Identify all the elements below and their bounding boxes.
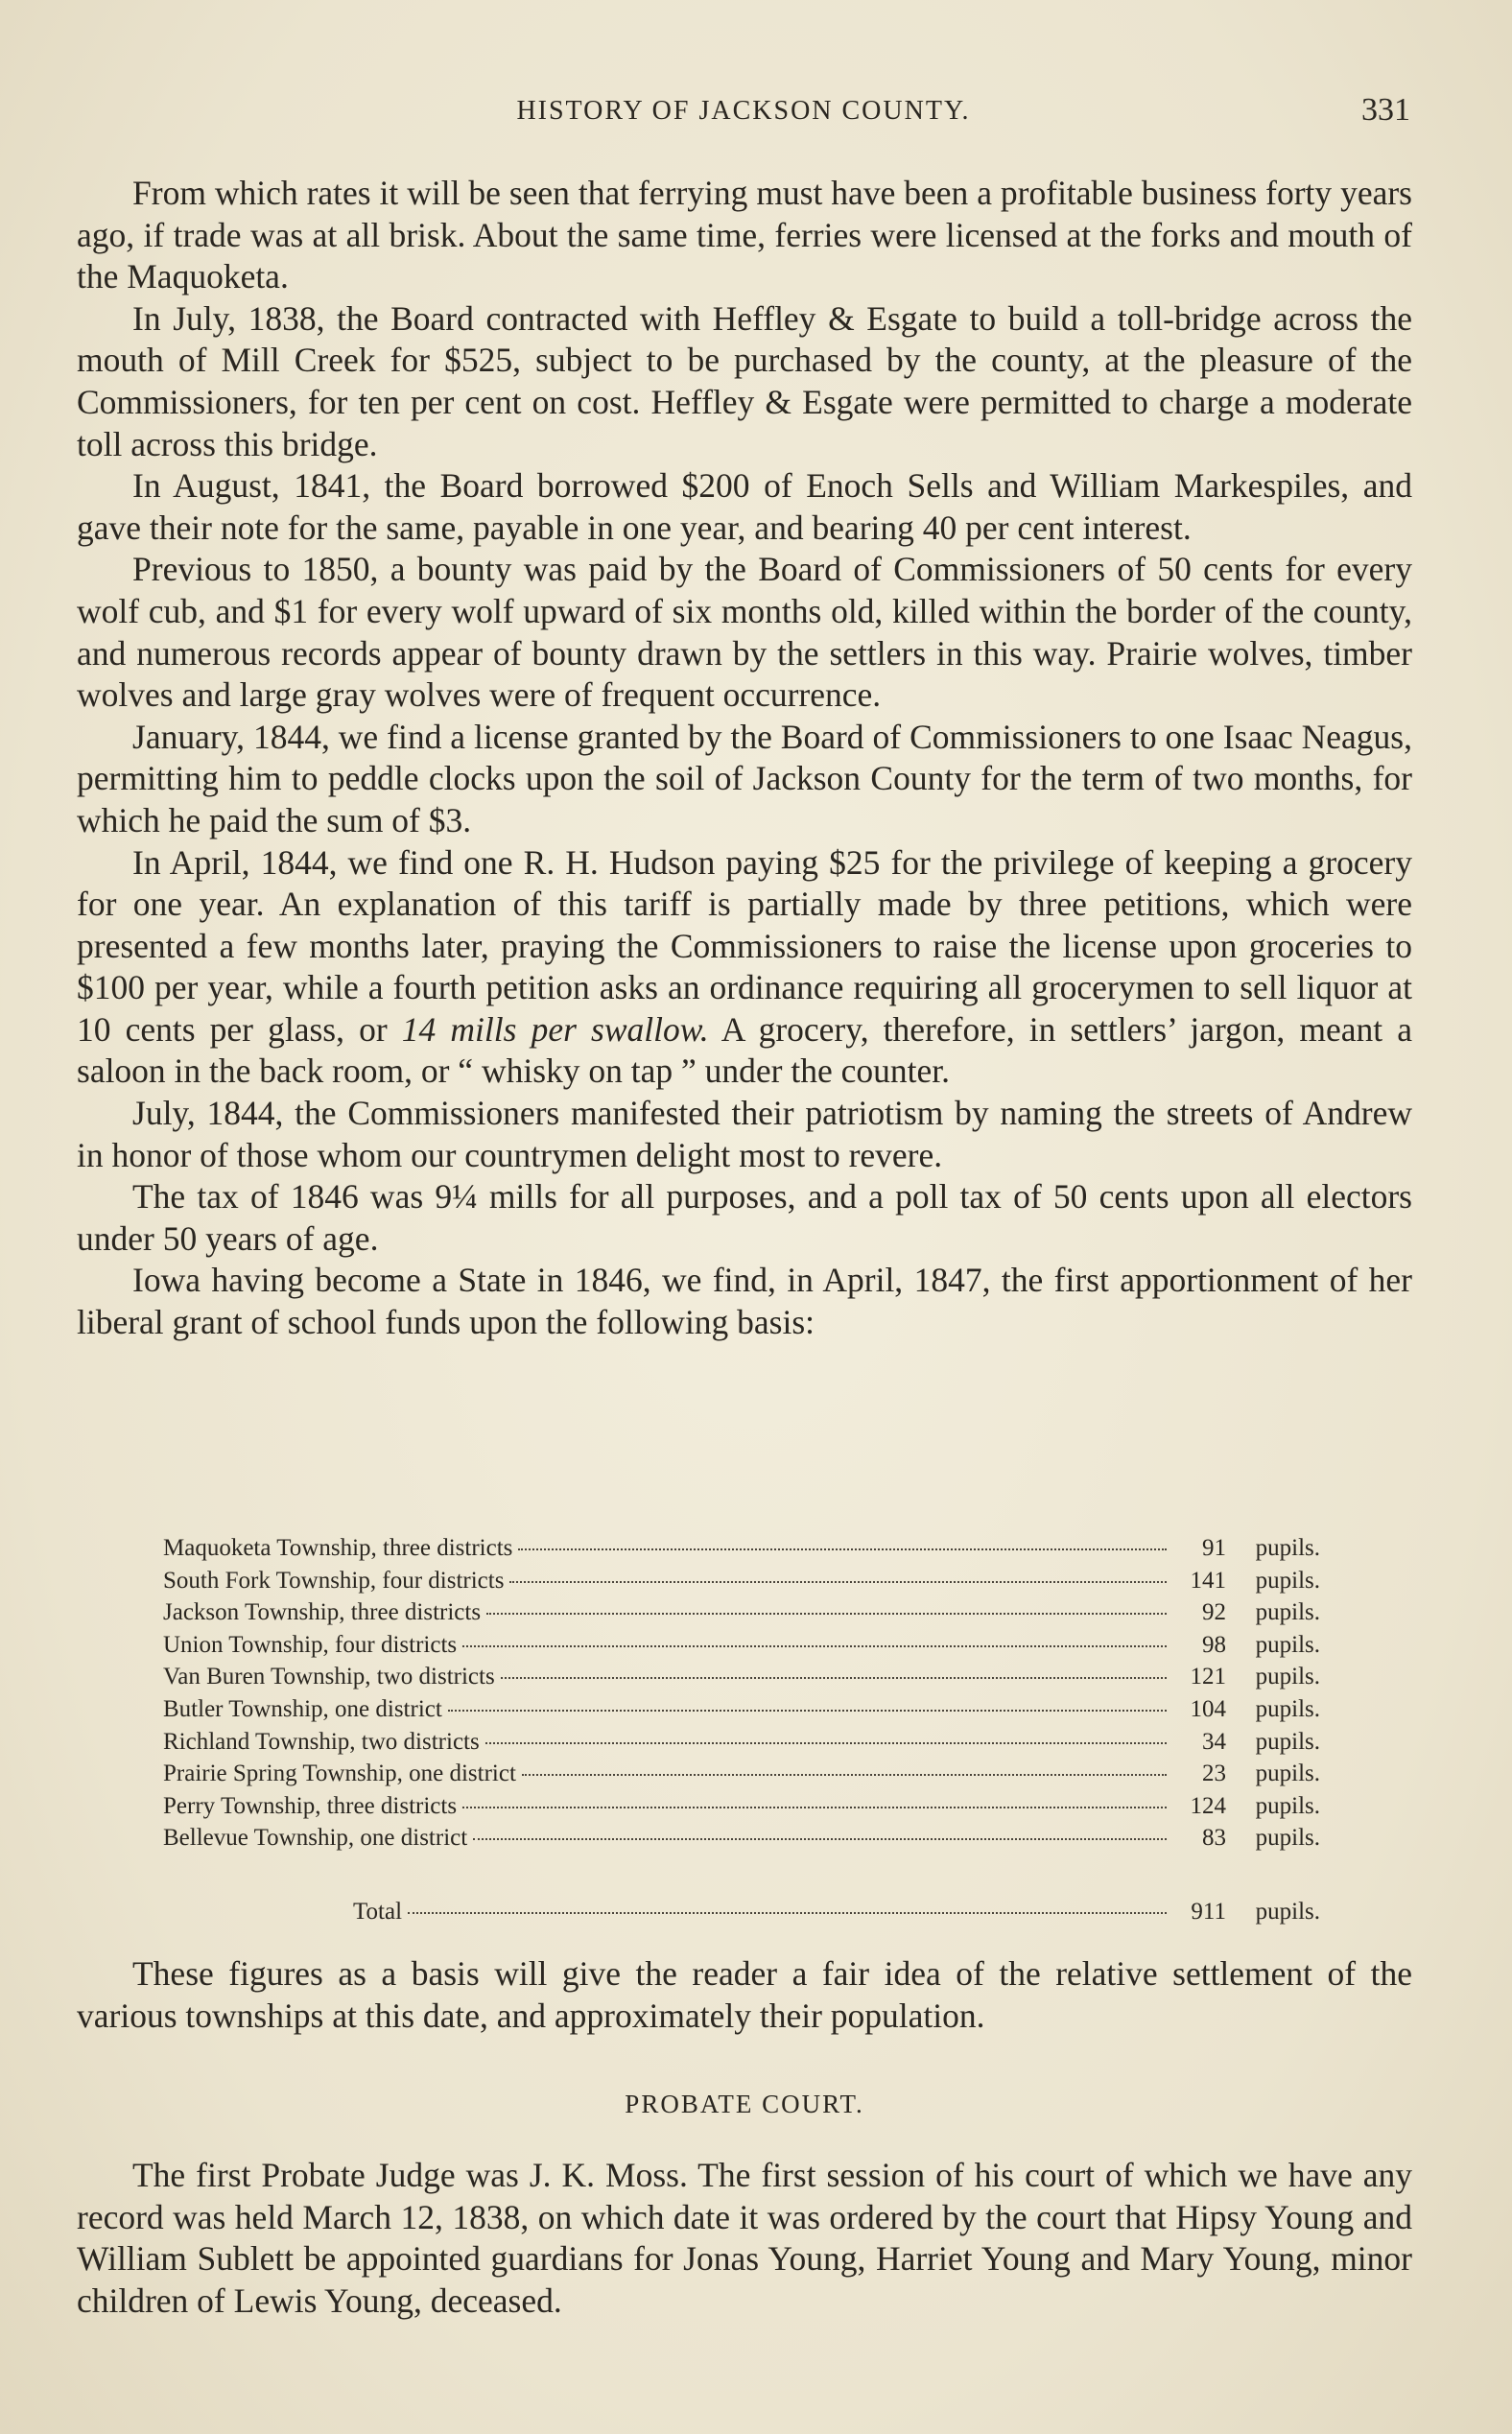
- paragraph-ferrying: From which rates it will be seen that ferrying must have been a profitable business forty years ago, if trade was at all brisk. About the same time, ferries were licensed at the forks and mouth of the Maquoketa.: [77, 174, 1412, 296]
- pupil-unit: pupils.: [1255, 1535, 1320, 1561]
- total-label: Total: [353, 1899, 403, 1925]
- grocery-text-after: A grocery, therefore, in settlers’ jargon, meant a saloon in the back room, or “ whisky on tap ” under the counter.: [77, 1009, 1412, 1091]
- paragraph-clock-license: January, 1844, we find a license granted by the Board of Commissioners to one Isaac Neagus, permitting him to peddle clocks upon the soil of Jackson County for the term of two months, for which he paid the sum of $3.: [77, 717, 1412, 839]
- township-name: South Fork Township, four districts: [163, 1567, 505, 1594]
- dot-leader: [522, 1774, 1167, 1776]
- table-row: [163, 1535, 1320, 1568]
- table-row: [163, 1696, 1320, 1729]
- table-row-total: [353, 1899, 1320, 1931]
- total-row: [353, 1899, 1320, 1931]
- dot-leader: [462, 1807, 1167, 1808]
- pupil-unit: pupils.: [1255, 1761, 1320, 1787]
- pupil-count: 141: [1190, 1567, 1226, 1594]
- table-row: [163, 1729, 1320, 1761]
- paragraph-grocery: [77, 842, 1412, 1094]
- table-row: [163, 1568, 1320, 1600]
- township-name: Van Buren Township, two districts: [163, 1664, 495, 1690]
- paragraph-borrowed: In August, 1841, the Board borrowed $200 of Enoch Sells and William Markespiles, and gave their note for the same, payable in one year, and bearing 40 per cent interest.: [77, 466, 1412, 547]
- table-row: [163, 1761, 1320, 1793]
- township-name: Richland Township, two districts: [163, 1728, 480, 1755]
- pupil-count: 98: [1202, 1631, 1226, 1658]
- paragraph-toll-bridge: In July, 1838, the Board contracted with Heffley & Esgate to build a toll-bridge across the mouth of Mill Creek for $525, subject to be purchased by the county, at the pleasure of the Commissioners, for ten per cent on cost. Heffley & Esgate were permitted to charge a moderate toll across this bridge.: [77, 298, 1412, 463]
- pupil-unit: pupils.: [1255, 1825, 1320, 1852]
- township-name: Maquoketa Township, three districts: [163, 1535, 513, 1561]
- table-row: [163, 1599, 1320, 1632]
- dot-leader: [485, 1742, 1167, 1744]
- pupil-count: 23: [1202, 1761, 1226, 1787]
- total-count: 911: [1191, 1899, 1226, 1925]
- pupil-count: 92: [1202, 1599, 1226, 1626]
- dot-leader: [473, 1838, 1167, 1840]
- pupil-count: 124: [1190, 1792, 1226, 1819]
- total-unit: pupils.: [1255, 1899, 1320, 1925]
- table-row: [163, 1664, 1320, 1696]
- township-name: Prairie Spring Township, one district: [163, 1761, 516, 1787]
- pupil-unit: pupils.: [1255, 1599, 1320, 1626]
- paragraph-settlement: These figures as a basis will give the reader a fair idea of the relative settlement of the various townships at this date, and approximately their population.: [77, 1954, 1412, 2035]
- paragraph-probate-judge: The first Probate Judge was J. K. Moss. The first session of his court of which we have any record was held March 12, 1838, on which date it was ordered by the court that Hipsy Young and William Sublett be appointed guardians for Jonas Young, Harriet Young and Mary Young, minor children of Lewis Young, deceased.: [77, 2156, 1412, 2320]
- pupil-count: 104: [1190, 1695, 1226, 1722]
- pupil-unit: pupils.: [1255, 1664, 1320, 1690]
- pupil-unit: pupils.: [1255, 1728, 1320, 1755]
- pupil-count: 121: [1190, 1664, 1226, 1690]
- paragraph-school-funds: Iowa having become a State in 1846, we find, in April, 1847, the first apportionment of her liberal grant of school funds upon the following basis:: [77, 1261, 1412, 1342]
- running-title: HISTORY OF JACKSON COUNTY.: [516, 96, 971, 126]
- dot-leader: [448, 1710, 1167, 1712]
- table-row: [163, 1825, 1320, 1857]
- township-name: Bellevue Township, one district: [163, 1825, 468, 1852]
- pupil-unit: pupils.: [1255, 1631, 1320, 1658]
- section-heading: PROBATE COURT.: [625, 2090, 864, 2118]
- after-table-text: [77, 1953, 1412, 2037]
- dot-leader: [462, 1645, 1167, 1647]
- dot-leader: [518, 1548, 1167, 1550]
- page-number: 331: [1361, 92, 1410, 128]
- table-row: [163, 1632, 1320, 1665]
- grocery-text-italic: 14 mills per swallow.: [401, 1009, 709, 1049]
- paragraph-tax: The tax of 1846 was 9¼ mills for all purposes, and a poll tax of 50 cents upon all electors under 50 years of age.: [77, 1177, 1412, 1258]
- pupil-count: 34: [1202, 1728, 1226, 1755]
- township-name: Jackson Township, three districts: [163, 1599, 482, 1626]
- township-name: Union Township, four districts: [163, 1631, 458, 1658]
- township-name: Perry Township, three districts: [163, 1792, 458, 1819]
- dot-leader: [408, 1912, 1167, 1914]
- pupil-count: 83: [1202, 1825, 1226, 1852]
- dot-leader: [509, 1581, 1167, 1583]
- body-text: [77, 173, 1412, 1344]
- final-text: [77, 2155, 1412, 2322]
- dot-leader: [486, 1613, 1167, 1615]
- apportionment-table: [163, 1535, 1320, 1857]
- paragraph-wolf-bounty: Previous to 1850, a bounty was paid by the Board of Commissioners of 50 cents for every wolf cub, and $1 for every wolf upward of six months old, killed within the border of the county, and numerous records appear of bounty drawn by the settlers in this way. Prairie wolves, timber wolves and large gray wolves were of frequent occurrence.: [77, 550, 1412, 715]
- paragraph-streets: July, 1844, the Commissioners manifested their patriotism by naming the streets of Andrew in honor of those whom our countrymen delight most to revere.: [77, 1094, 1412, 1174]
- grocery-text-before: In April, 1844, we find one R. H. Hudson paying $25 for the privilege of keeping a grocery for one year. An explanation of this tariff is partially made by three petitions, which were presented a few months later, praying the Commissioners to raise the license upon groceries to $100 per year, while a fourth petition asks an ordinance requiring all grocerymen to sell liquor at 10 cents per glass, or: [77, 842, 1412, 1049]
- pupil-unit: pupils.: [1255, 1567, 1320, 1594]
- pupil-unit: pupils.: [1255, 1792, 1320, 1819]
- running-head: [77, 92, 1410, 134]
- township-name: Butler Township, one district: [163, 1695, 442, 1722]
- dot-leader: [501, 1677, 1167, 1679]
- table-row: [163, 1793, 1320, 1826]
- pupil-unit: pupils.: [1255, 1695, 1320, 1722]
- pupil-count: 91: [1202, 1535, 1226, 1561]
